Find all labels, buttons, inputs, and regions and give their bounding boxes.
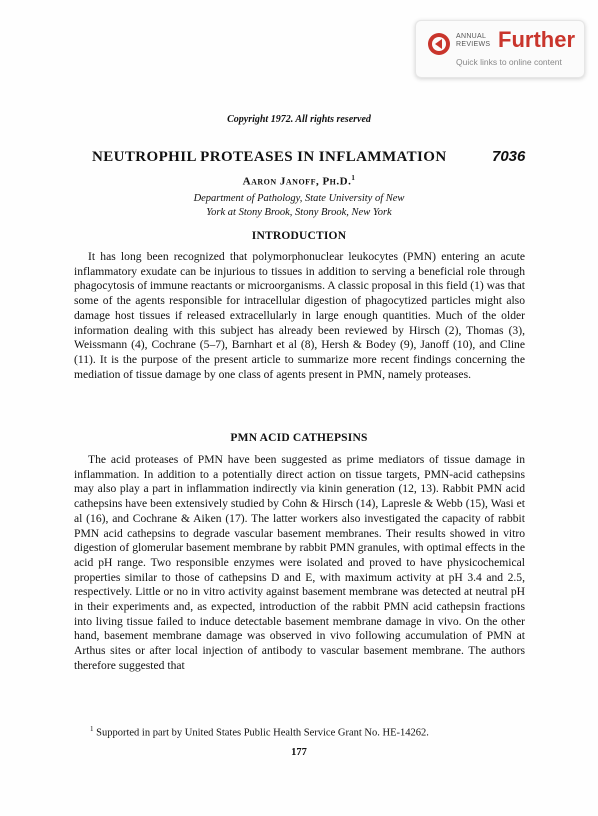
badge-further-label: Further <box>498 27 575 52</box>
section-heading-introduction: INTRODUCTION <box>251 230 347 242</box>
footnote <box>74 725 525 739</box>
article-code: 7036 <box>492 148 526 165</box>
article-title: NEUTROPHIL PROTEASES IN INFLAMMATION <box>92 149 447 165</box>
author-footnote-mark: 1 <box>351 174 356 182</box>
footnote-mark: 1 <box>90 725 94 733</box>
annual-reviews-further-badge[interactable] <box>415 20 585 78</box>
affiliation-line-2: York at Stony Brook, Stony Brook, New York <box>206 207 392 218</box>
author-line <box>0 174 598 188</box>
page-number: 177 <box>291 747 307 758</box>
badge-publisher-label: ANNUAL REVIEWS <box>456 33 491 48</box>
introduction-paragraph: It has long been recognized that polymorphonuclear leukocytes (PMN) entering an acute inflammatory exudate can be injurious to tissues in addition to serving a beneficial role through phagocytosis of immune reactants or microorganisms. A classic proposal in this field (1) was that some of the agents responsible for intracellular digestion of phagocytized particles might also damage host tissues if released extracellularly in large enough quantities. Much of the older information dealing with this subject has already been reviewed by Hirsch (2), Thomas (3), Weissmann (4), Cochrane (5–7), Barnhart et al (8), Hersh & Bodey (9), Janoff (10), and Cline (11). It is the purpose of the present article to summarize more recent findings concerning the mediation of tissue damage by one class of agents present in PMN, namely proteases. <box>74 250 525 381</box>
affiliation-line-1: Department of Pathology, State University of New <box>193 193 405 204</box>
affiliation <box>0 192 598 220</box>
author-name: Aaron Janoff, Ph.D. <box>242 175 352 188</box>
annual-reviews-logo-icon <box>428 33 450 55</box>
badge-subtitle: Quick links to online content <box>456 57 562 67</box>
pmn-acid-cathepsins-paragraph: The acid proteases of PMN have been suggested as prime mediators of tissue damage in inflammation. In addition to a potentially direct action on tissue targets, PMN-acid cathepsins may also play a part in inflammation indirectly via kinin generation (12, 13). Rabbit PMN acid cathepsins have been extensively studied by Cohn & Hirsch (14), Lapresle & Webb (15), Wasi et al (16), and Cochrane & Aiken (17). The latter workers also investigated the capacity of rabbit PMN acid cathepsins to degrade vascular basement membranes. Their results showed in vitro digestion of glomerular basement membrane by rabbit PMN granules, with optimal effects in the acid pH range. Two responsible enzymes were isolated and proved to have physicochemical properties similar to those of cathepsins D and E, with maximum activity at pH 3.4 and 2.5, respectively. Little or no in vitro activity against basement membrane was detected at neutral pH in their experiments and, as expected, introduction of the rabbit PMN acid cathepsin fractions into living tissue failed to induce detectable basement membrane damage in vivo. On the other hand, basement membrane damage was observed in vivo following accumulation of PMN at Arthus sites or after local injection of antibody to vascular basement membrane. The authors therefore suggested that <box>74 453 525 672</box>
footnote-text: Supported in part by United States Public Health Service Grant No. HE-14262. <box>96 727 429 739</box>
section-heading-pmn-acid-cathepsins: PMN ACID CATHEPSINS <box>230 432 368 444</box>
copyright-notice: Copyright 1972. All rights reserved <box>227 114 371 125</box>
